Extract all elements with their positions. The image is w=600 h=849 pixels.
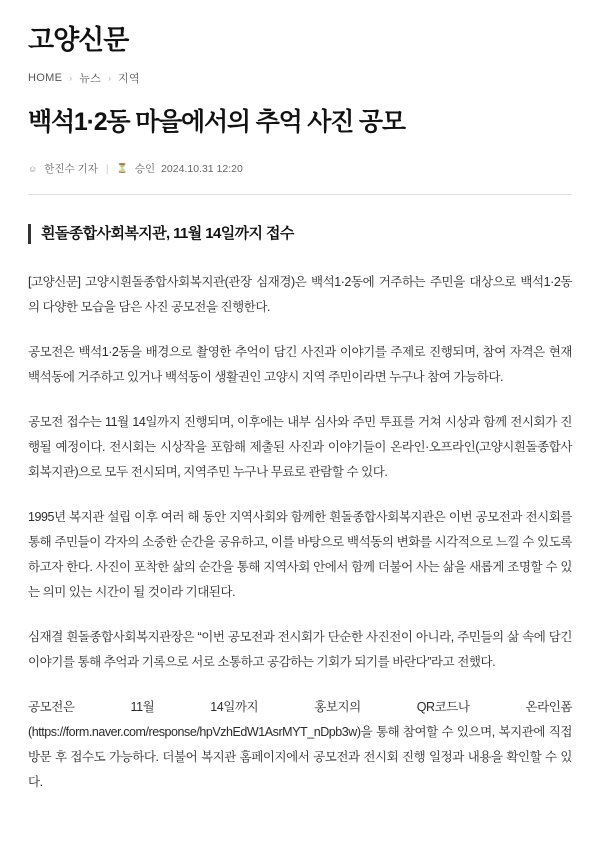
divider (28, 194, 572, 195)
article-paragraph: 공모전은 백석1·2동을 배경으로 촬영한 추억이 담긴 사진과 이야기를 주제로 진행되며, 참여 자격은 현재 백석동에 거주하고 있거나 백석동이 생활권인 고양시 지역 주민이라면 누구나 참여 가능하다. (28, 345, 572, 385)
article-paragraph: [고양신문] 고양시흰돌종합사회복지관(관장 심재경)은 백석1·2동에 거주하는 주민을 대상으로 백석1·2동의 다양한 모습을 담은 사진 공모전을 진행한다. (28, 275, 572, 315)
chevron-right-icon: › (108, 72, 112, 83)
article-paragraph: 심재결 흰돌종합사회복지관장은 “이번 공모전과 전시회가 단순한 사진전이 아니라, 주민들의 삶 속에 담긴 이야기를 통해 추억과 기록으로 서로 소통하고 공감하는 기회가 되기를 바란다”라고 전했다. (28, 630, 572, 670)
byline-timestamp: 2024.10.31 12:20 (161, 162, 243, 175)
site-masthead[interactable]: 고양신문 (28, 25, 129, 55)
page-title: 백석1·2동 마을에서의 추억 사진 공모 (28, 107, 405, 136)
person-icon: ☺ (28, 163, 38, 174)
article-paragraph: 공모전은 11월 14일까지 홍보지의 QR코드나 온라인폼(https://form.naver.com/response/hpVzhEdW1AsrMYT_nDpb3w)을 통해 참여할 수 있으며, 복지관에 직접 방문 후 접수도 가능하다. 더불어 복지관 홈페이지에서 공모전과 전시회 진행 일정과 내용을 확인할 수 있다. (28, 700, 572, 790)
article-paragraph: 1995년 복지관 설립 이후 여러 해 동안 지역사회와 함께한 흰돌종합사회복지관은 이번 공모전과 전시회를 통해 주민들이 각자의 소중한 순간을 공유하고, 이를 바탕으로 백석동의 변화를 시각적으로 느낄 수 있도록 하고자 한다. 사진이 포착한 삶의 순간을 통해 지역사회 안에서 함께 더불어 사는 삶을 새롭게 조명할 수 있는 의미 있는 시간이 될 것이라 기대된다. (28, 510, 572, 600)
breadcrumb-item-region[interactable]: 지역 (118, 72, 140, 85)
subheading-block (28, 223, 572, 244)
clock-icon: ⏳ (116, 163, 128, 174)
article-paragraph: 공모전 접수는 11월 14일까지 진행되며, 이후에는 내부 심사와 주민 투표를 거쳐 시상과 함께 전시회가 진행될 예정이다. 전시회는 시상작을 포함해 제출된 사진과 이야기들이 온라인·오프라인(고양시흰돌종합사회복지관)으로 모두 전시되며, 지역주민 누구나 무료로 관람할 수 있다. (28, 415, 572, 480)
byline-divider: | (105, 162, 109, 175)
byline (28, 161, 572, 176)
article-body (28, 270, 572, 795)
chevron-right-icon: › (69, 72, 73, 83)
byline-approval-label: 승인 (134, 163, 156, 176)
subheading-accent-bar (28, 224, 31, 244)
breadcrumb-item-news[interactable]: 뉴스 (79, 72, 102, 85)
breadcrumb-item-home[interactable]: HOME (28, 71, 63, 84)
article-subheading: 흰돌종합사회복지관, 11월 14일까지 접수 (41, 225, 294, 243)
byline-reporter: 한진수 기자 (44, 163, 98, 176)
breadcrumb (28, 70, 572, 86)
